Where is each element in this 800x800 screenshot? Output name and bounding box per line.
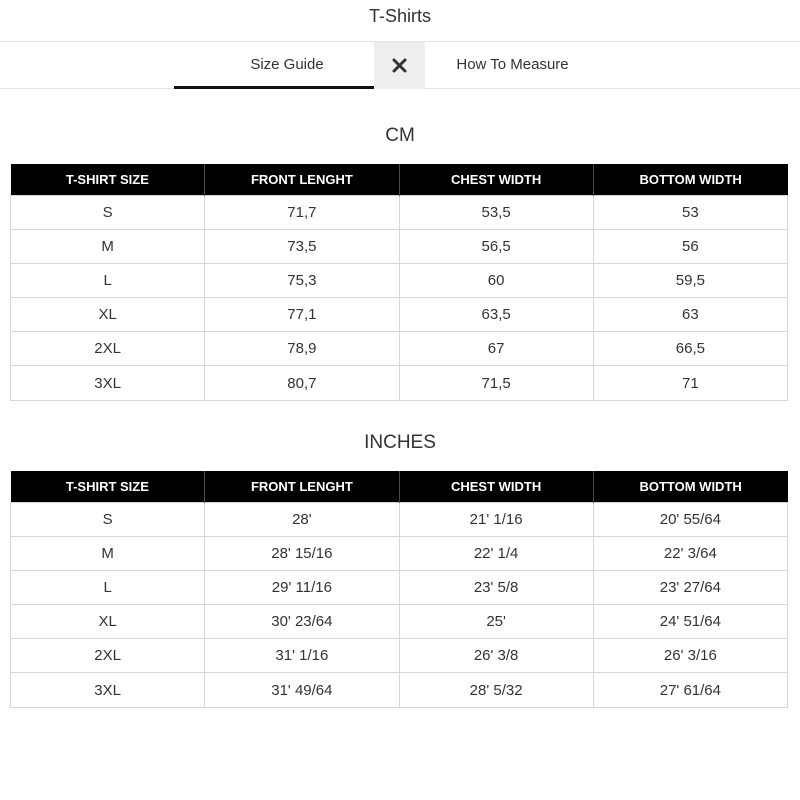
table-cell: 26' 3/16 [593, 639, 787, 673]
cm-size-table [10, 164, 788, 401]
table-row [11, 502, 788, 536]
active-tab-indicator [174, 86, 400, 89]
close-icon [392, 58, 407, 73]
table-cell: 3XL [11, 366, 205, 400]
table-cell: 73,5 [205, 229, 399, 263]
page-title: T-Shirts [368, 6, 431, 26]
table-cell: 53 [593, 195, 787, 229]
table-cell: 29' 11/16 [205, 570, 399, 604]
table-cell: 60 [399, 263, 593, 297]
tab-how-to-measure[interactable] [425, 42, 600, 88]
column-header: BOTTOM WIDTH [593, 164, 787, 195]
table-row [11, 605, 788, 639]
inches-size-table [10, 471, 788, 708]
table-cell: XL [11, 605, 205, 639]
table-header-row [11, 164, 788, 195]
table-cell: XL [11, 298, 205, 332]
table-cell: 23' 5/8 [399, 570, 593, 604]
table-cell: M [11, 229, 205, 263]
table-cell: 31' 49/64 [205, 673, 399, 707]
table-cell: 22' 1/4 [399, 536, 593, 570]
table-cell: 25' [399, 605, 593, 639]
table-row [11, 229, 788, 263]
column-header: FRONT LENGHT [205, 164, 399, 195]
table-row [11, 195, 788, 229]
table-cell: 66,5 [593, 332, 787, 366]
table-cell: 63,5 [399, 298, 593, 332]
table-cell: L [11, 570, 205, 604]
column-header: CHEST WIDTH [399, 471, 593, 502]
table-cell: 63 [593, 298, 787, 332]
table-cell: 28' 15/16 [205, 536, 399, 570]
table-cell: 23' 27/64 [593, 570, 787, 604]
table-cell: 28' 5/32 [399, 673, 593, 707]
table-cell: S [11, 502, 205, 536]
table-cell: 75,3 [205, 263, 399, 297]
column-header: T-SHIRT SIZE [11, 164, 205, 195]
table-cell: 53,5 [399, 195, 593, 229]
table-header-row [11, 471, 788, 502]
table-cell: 56 [593, 229, 787, 263]
tab-bar [0, 41, 800, 89]
table-cell: L [11, 263, 205, 297]
column-header: T-SHIRT SIZE [11, 471, 205, 502]
inches-section-title: INCHES [364, 432, 436, 453]
column-header: FRONT LENGHT [205, 471, 399, 502]
table-cell: 27' 61/64 [593, 673, 787, 707]
table-cell: 78,9 [205, 332, 399, 366]
table-row [11, 366, 788, 400]
close-button[interactable] [374, 42, 425, 89]
table-row [11, 263, 788, 297]
table-cell: 22' 3/64 [593, 536, 787, 570]
table-cell: M [11, 536, 205, 570]
table-row [11, 332, 788, 366]
column-header: CHEST WIDTH [399, 164, 593, 195]
table-cell: 56,5 [399, 229, 593, 263]
table-cell: 67 [399, 332, 593, 366]
tab-size-guide[interactable] [174, 42, 400, 88]
tab-size-guide-label: Size Guide [250, 56, 324, 73]
cm-section-title: CM [385, 125, 415, 146]
table-cell: 71,5 [399, 366, 593, 400]
table-cell: 3XL [11, 673, 205, 707]
table-cell: 59,5 [593, 263, 787, 297]
column-header: BOTTOM WIDTH [593, 471, 787, 502]
table-cell: 71,7 [205, 195, 399, 229]
table-cell: 28' [205, 502, 399, 536]
table-cell: 77,1 [205, 298, 399, 332]
tab-how-to-measure-label: How To Measure [456, 56, 569, 73]
table-cell: 2XL [11, 639, 205, 673]
table-cell: 2XL [11, 332, 205, 366]
table-cell: 21' 1/16 [399, 502, 593, 536]
table-row [11, 298, 788, 332]
table-cell: 24' 51/64 [593, 605, 787, 639]
table-cell: 26' 3/8 [399, 639, 593, 673]
table-cell: 71 [593, 366, 787, 400]
table-cell: 20' 55/64 [593, 502, 787, 536]
table-row [11, 673, 788, 707]
table-cell: 30' 23/64 [205, 605, 399, 639]
table-cell: 80,7 [205, 366, 399, 400]
table-row [11, 570, 788, 604]
table-cell: S [11, 195, 205, 229]
table-row [11, 639, 788, 673]
table-row [11, 536, 788, 570]
table-cell: 31' 1/16 [205, 639, 399, 673]
